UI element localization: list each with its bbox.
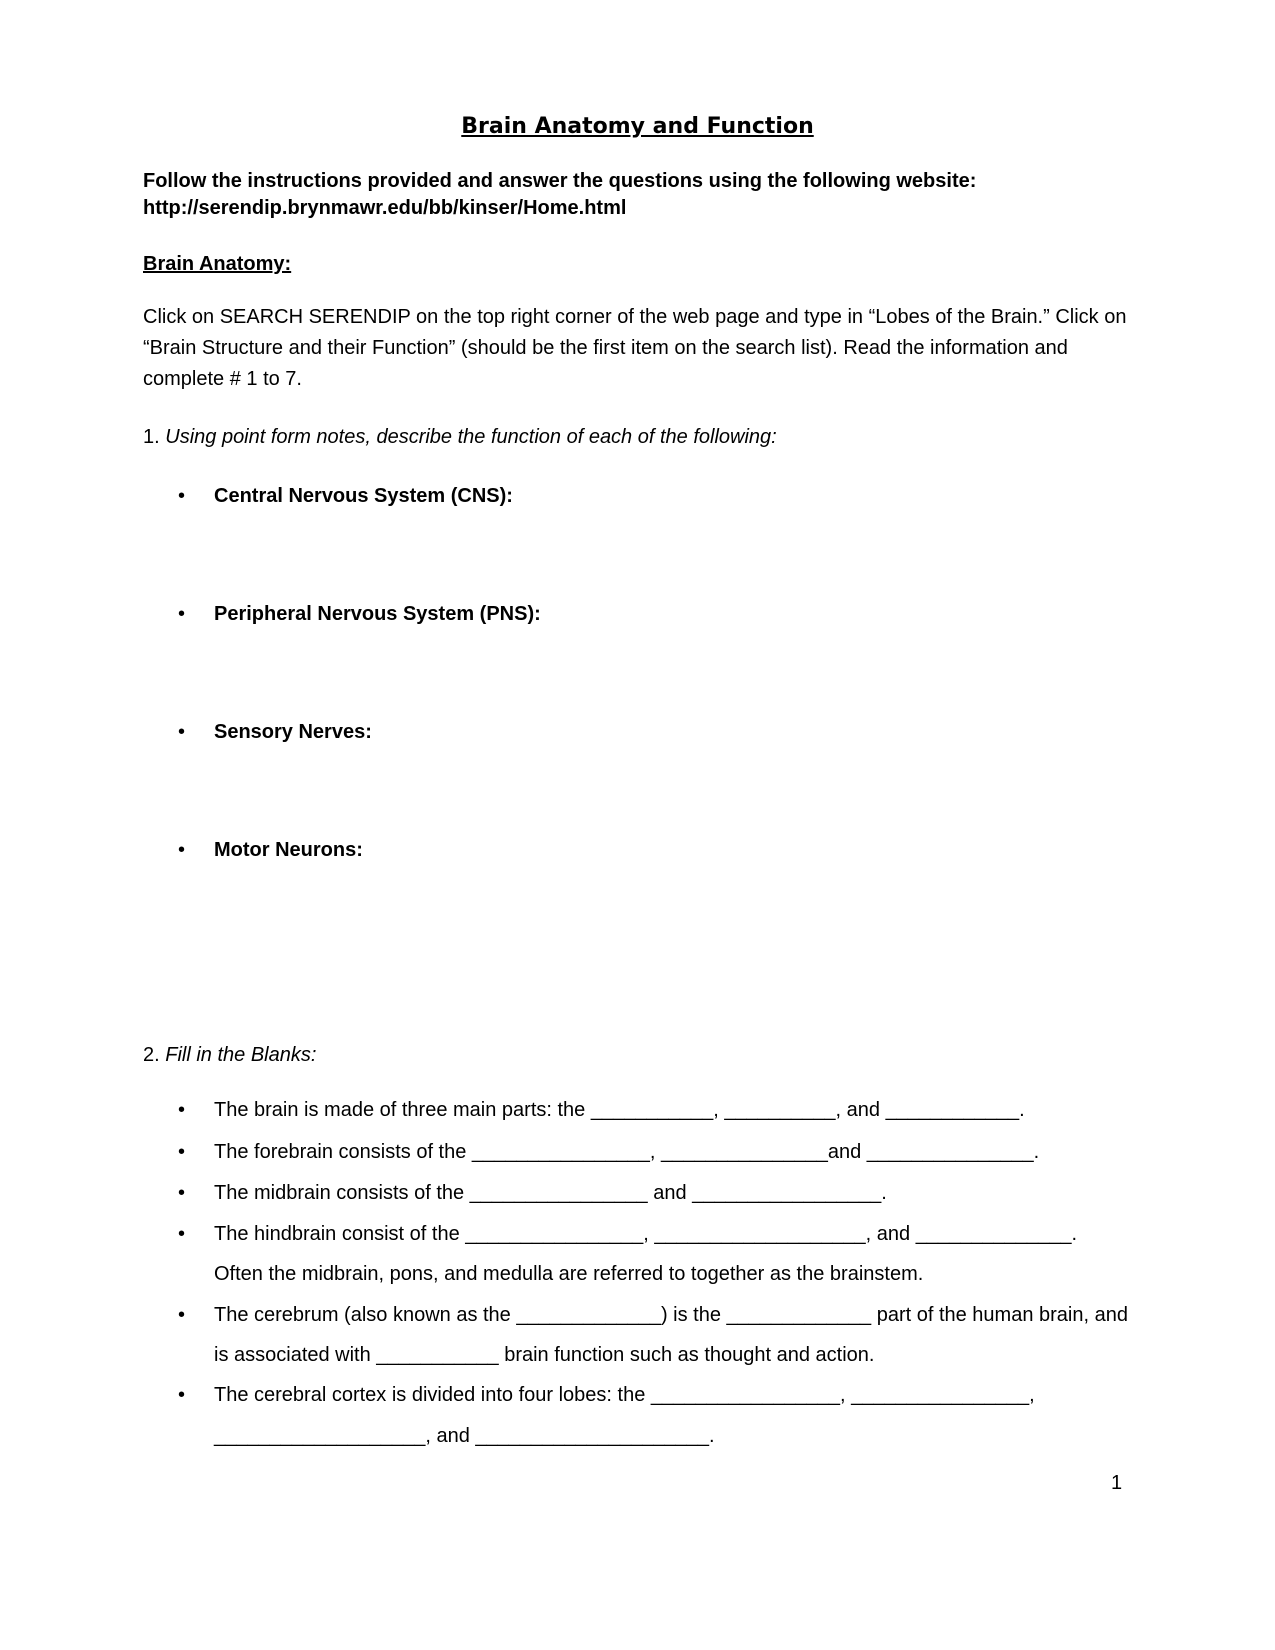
fill-blank-line: The forebrain consists of the ________________, _______________and _______________. bbox=[214, 1141, 1040, 1163]
term-pns: Peripheral Nervous System (PNS): bbox=[214, 603, 541, 625]
fill-blank-line: The hindbrain consist of the ________________, ___________________, and ______________. bbox=[214, 1223, 1077, 1245]
intro-line: Follow the instructions provided and answer the questions using the following website: bbox=[143, 170, 977, 192]
website-url: http://serendip.brynmawr.edu/bb/kinser/Home.html bbox=[143, 197, 627, 219]
bullet-icon: • bbox=[178, 1141, 186, 1163]
instructions-paragraph bbox=[143, 302, 1126, 395]
term-sensory-nerves: Sensory Nerves: bbox=[214, 721, 372, 743]
question-number: 1. bbox=[143, 426, 160, 448]
term-cns: Central Nervous System (CNS): bbox=[214, 485, 513, 507]
question-number: 2. bbox=[143, 1044, 160, 1066]
bullet-icon: • bbox=[178, 721, 186, 743]
fill-blank-line: The cerebral cortex is divided into four lobes: the _________________, ________________, bbox=[214, 1384, 1035, 1406]
page-number: 1 bbox=[1111, 1472, 1123, 1494]
question-prompt: Using point form notes, describe the function of each of the following: bbox=[165, 426, 777, 448]
bullet-icon: • bbox=[178, 1223, 186, 1245]
fill-blank-line: The cerebrum (also known as the _____________) is the _____________ part of the human brain, and bbox=[214, 1304, 1128, 1326]
section-heading: Brain Anatomy: bbox=[143, 253, 292, 275]
instructions-line: Click on SEARCH SERENDIP on the top right corner of the web page and type in “Lobes of the Brain.” Click on bbox=[143, 306, 1127, 328]
intro-instructions bbox=[143, 168, 976, 222]
question-1 bbox=[143, 422, 777, 452]
term-motor-neurons: Motor Neurons: bbox=[214, 839, 363, 861]
bullet-icon: • bbox=[178, 1182, 186, 1204]
instructions-line: complete # 1 to 7. bbox=[143, 368, 302, 390]
question-prompt: Fill in the Blanks: bbox=[165, 1044, 317, 1066]
fill-blank-line: is associated with ___________ brain function such as thought and action. bbox=[214, 1344, 875, 1366]
brainstem-note: Often the midbrain, pons, and medulla are referred to together as the brainstem. bbox=[214, 1263, 924, 1285]
fill-blank-line: ___________________, and _____________________. bbox=[214, 1425, 715, 1447]
fill-blank-line: The midbrain consists of the ________________ and _________________. bbox=[214, 1182, 887, 1204]
bullet-icon: • bbox=[178, 1384, 186, 1406]
bullet-icon: • bbox=[178, 1304, 186, 1326]
instructions-line: “Brain Structure and their Function” (should be the first item on the search list). Read the information and bbox=[143, 337, 1068, 359]
bullet-icon: • bbox=[178, 485, 186, 507]
bullet-icon: • bbox=[178, 603, 186, 625]
question-2 bbox=[143, 1040, 316, 1070]
page-title: Brain Anatomy and Function bbox=[461, 114, 814, 139]
bullet-icon: • bbox=[178, 839, 186, 861]
fill-blank-line: The brain is made of three main parts: the ___________, __________, and ____________. bbox=[214, 1099, 1025, 1121]
bullet-icon: • bbox=[178, 1099, 186, 1121]
